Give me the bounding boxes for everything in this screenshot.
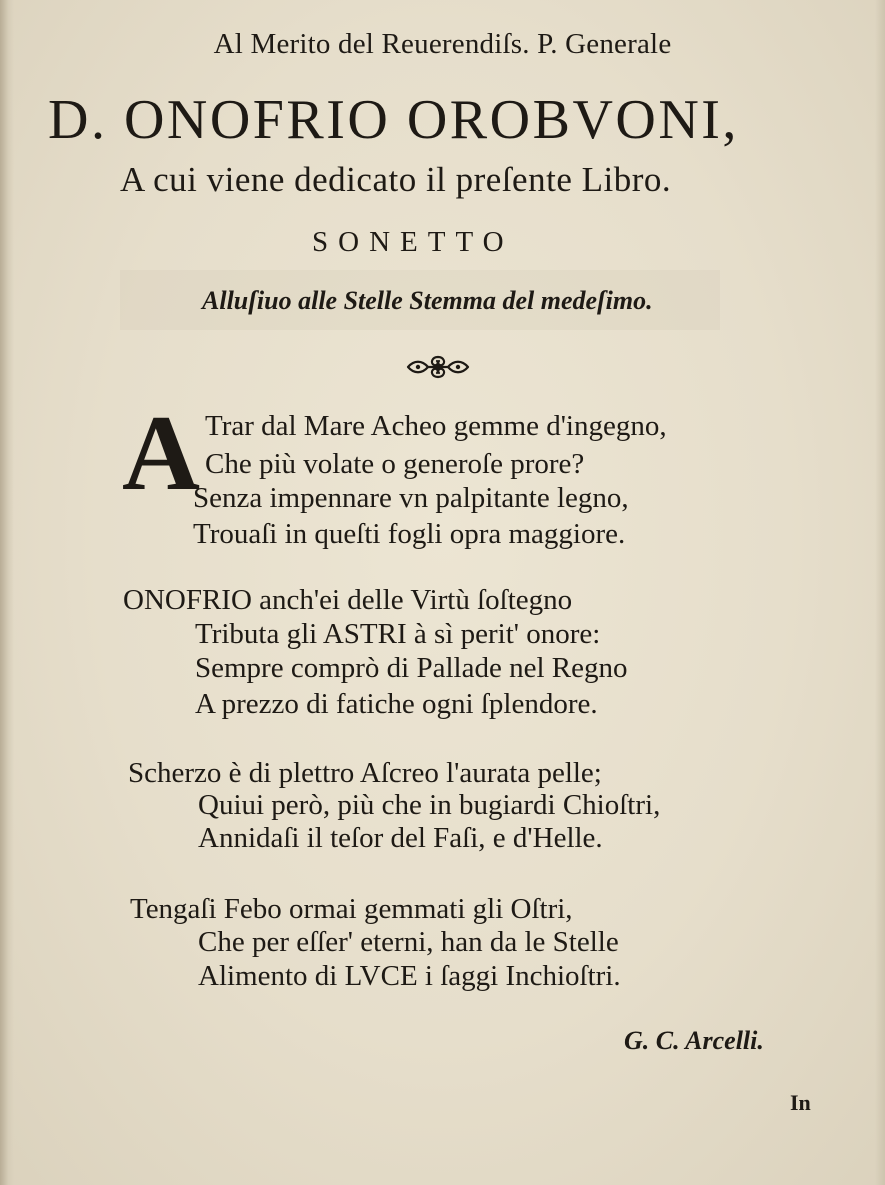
drop-cap-initial: A: [122, 394, 200, 513]
verse-line: Trouaſi in queſti fogli opra maggiore.: [193, 518, 626, 550]
verse-line: Trar dal Mare Acheo gemme d'ingegno,: [205, 410, 667, 442]
verse-line: Annidaſi il teſor del Faſi, e d'Helle.: [198, 822, 603, 854]
verse-line: Senza impennare vn palpitante legno,: [193, 482, 629, 514]
author-signature: G. C. Arcelli.: [624, 1026, 764, 1055]
page-left-edge: [0, 0, 14, 1185]
verse-line: Sempre comprò di Pallade nel Regno: [195, 652, 628, 684]
verse-line: Che più volate o generoſe prore?: [205, 448, 585, 480]
dedication-subtitle: A cui viene dedicato il preſente Libro.: [120, 160, 672, 199]
catchword: In: [790, 1090, 811, 1115]
verse-line: Quiui però, più che in bugiardi Chioſtri,: [198, 789, 661, 821]
verse-line: Scherzo è di plettro Aſcreo l'aurata pelle;: [128, 757, 602, 789]
verse-line: Alimento di LVCE i ſaggi Inchioſtri.: [198, 960, 621, 992]
verse-line: Tributa gli ASTRI à sì perit' onore:: [195, 618, 601, 650]
sonetto-heading: SONETTO: [312, 226, 514, 258]
page-right-edge: [875, 0, 885, 1185]
dedicatee-name: D. ONOFRIO OROBVONI,: [48, 89, 739, 151]
verse-line: A prezzo di fatiche ogni ſplendore.: [195, 688, 598, 720]
verse-line: ONOFRIO anch'ei delle Virtù ſoſtegno: [123, 584, 573, 616]
sonetto-subheading: Alluſiuo alle Stelle Stemma del medeſimo.: [202, 286, 653, 315]
verse-line: Tengaſi Febo ormai gemmati gli Oſtri,: [130, 893, 573, 925]
dedication-line: Al Merito del Reuerendiſs. P. Generale: [213, 28, 672, 60]
verse-line: Che per eſſer' eterni, han da le Stelle: [198, 926, 619, 958]
fleuron-ornament-icon: [404, 354, 472, 385]
